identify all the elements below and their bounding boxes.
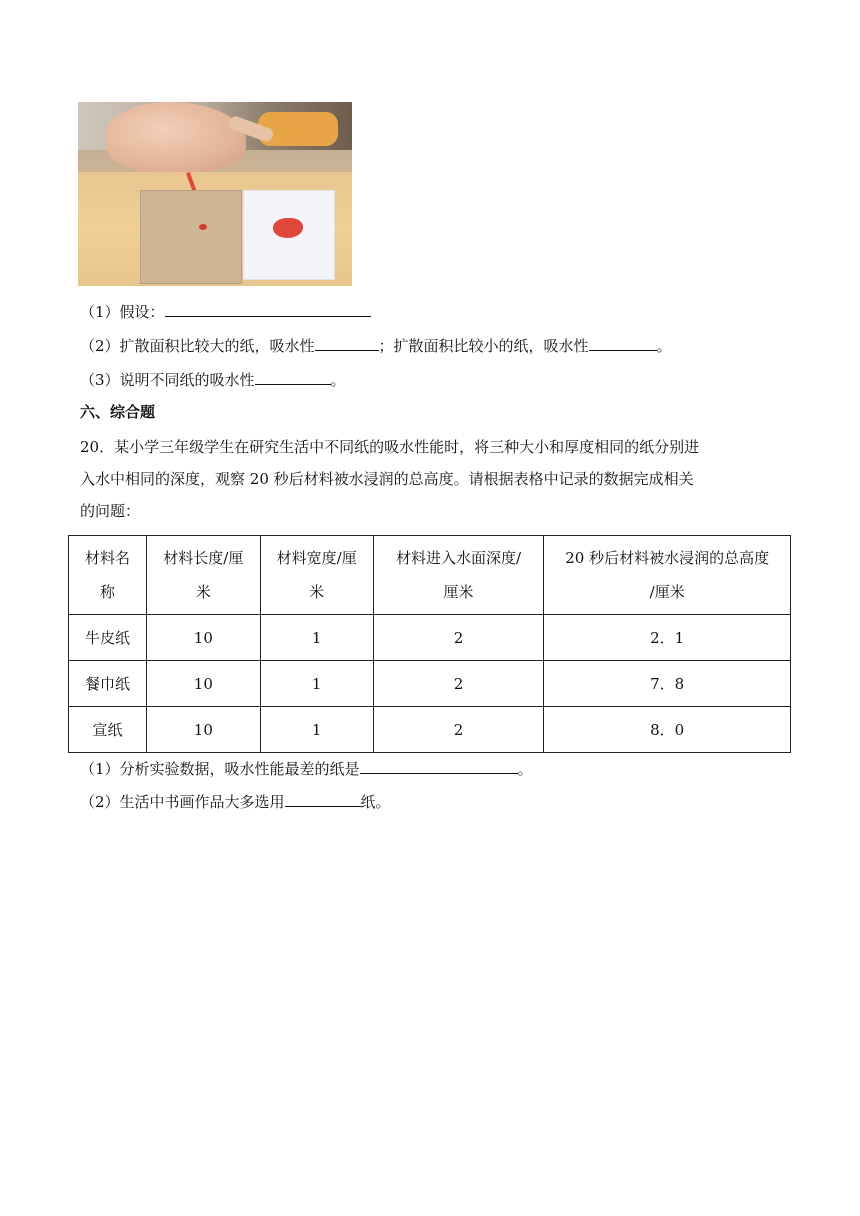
table-cell: 2	[373, 615, 544, 661]
answer-blank	[165, 300, 371, 317]
sub-question-2: （2）生活中书画作品大多选用 纸。	[80, 790, 391, 812]
answer-blank	[589, 334, 657, 351]
table-cell: 宣纸	[69, 707, 147, 753]
table-cell: 1	[260, 615, 373, 661]
header-cell: 材料长度/厘 米	[146, 536, 260, 615]
answer-blank	[315, 334, 379, 351]
table-row	[69, 615, 791, 661]
kraft-paper-sample	[140, 190, 242, 284]
data-table	[68, 535, 791, 753]
table-cell: 2．1	[544, 615, 791, 661]
question-20-line3: 的问题：	[80, 502, 141, 520]
table-row	[69, 707, 791, 753]
experiment-photo	[78, 102, 352, 286]
table-cell: 8．0	[544, 707, 791, 753]
answer-blank	[360, 757, 518, 774]
table-cell: 牛皮纸	[69, 615, 147, 661]
table-cell: 10	[146, 615, 260, 661]
question-20-line2: 入水中相同的深度，观察 20 秒后材料被水浸润的总高度。请根据表格中记录的数据完成相关	[80, 470, 694, 488]
question-diffusion: （2）扩散面积比较大的纸，吸水性 ；扩散面积比较小的纸，吸水性 。	[80, 334, 672, 356]
table-cell: 1	[260, 661, 373, 707]
answer-blank	[255, 368, 331, 385]
question-conclusion: （3）说明不同纸的吸水性 。	[80, 368, 346, 390]
answer-blank	[285, 790, 361, 807]
table-cell: 7．8	[544, 661, 791, 707]
header-cell: 材料宽度/厘 米	[260, 536, 373, 615]
header-cell: 材料名 称	[69, 536, 147, 615]
table-cell: 10	[146, 661, 260, 707]
table-cell: 2	[373, 707, 544, 753]
header-cell: 20 秒后材料被水浸润的总高度 /厘米	[544, 536, 791, 615]
header-cell: 材料进入水面深度/ 厘米	[373, 536, 544, 615]
table-row	[69, 661, 791, 707]
section-title: 六、综合题	[80, 403, 156, 421]
table-cell: 10	[146, 707, 260, 753]
question-20-line1: 20．某小学三年级学生在研究生活中不同纸的吸水性能时，将三种大小和厚度相同的纸分别进	[80, 438, 700, 456]
sub-question-1: （1）分析实验数据，吸水性能最差的纸是 。	[80, 757, 533, 779]
table-header-row	[69, 536, 791, 615]
table-cell: 1	[260, 707, 373, 753]
table-cell: 2	[373, 661, 544, 707]
question-hypothesis: （1）假设：	[80, 300, 371, 322]
table-cell: 餐巾纸	[69, 661, 147, 707]
